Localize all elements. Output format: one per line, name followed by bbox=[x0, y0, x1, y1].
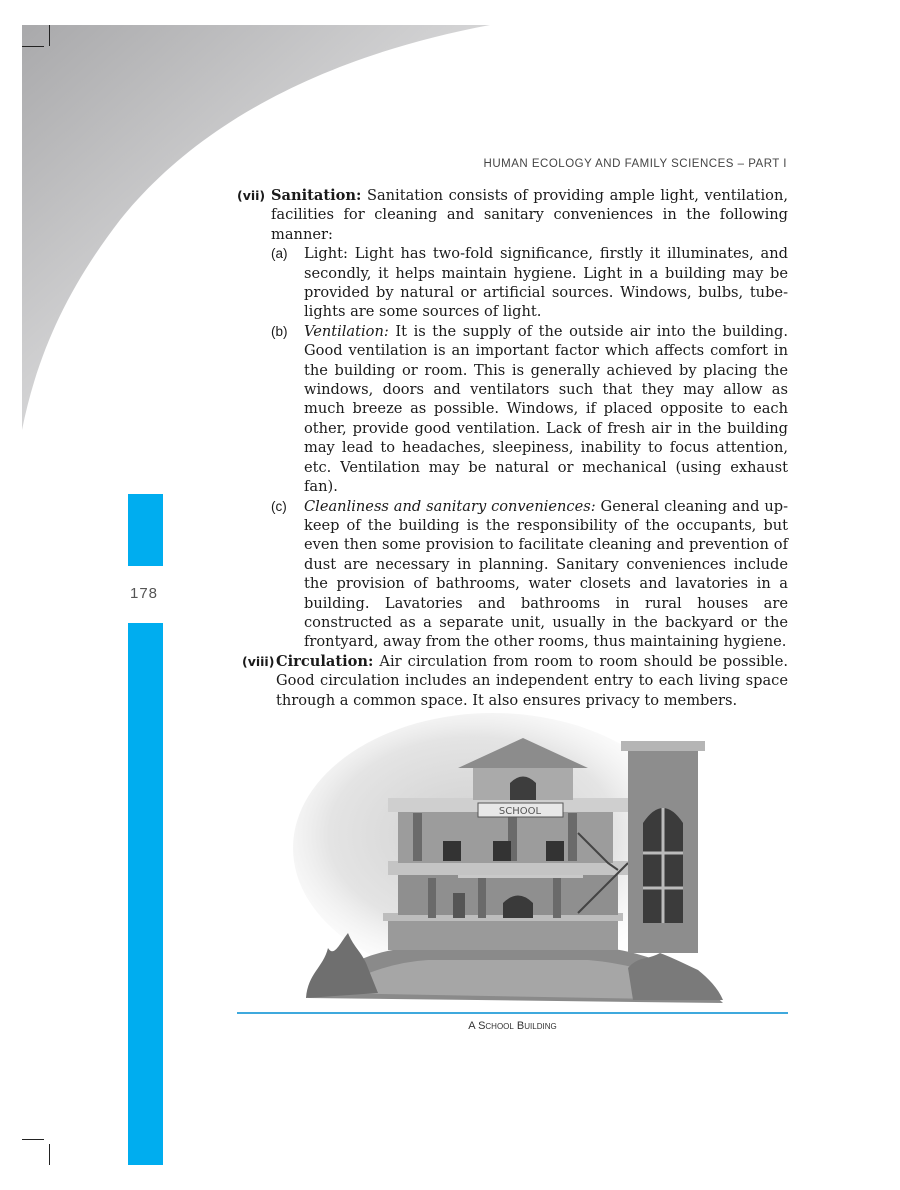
page-number: 178 bbox=[130, 585, 159, 602]
item-body bbox=[276, 652, 788, 710]
subitem-term: Cleanliness and sanitary conveniences: bbox=[304, 497, 596, 515]
item-sanitation bbox=[237, 186, 788, 244]
item-term: Circulation: bbox=[276, 652, 374, 670]
item-number: (vii) bbox=[237, 188, 266, 203]
sidebar-accent-top bbox=[128, 494, 163, 566]
caption-rule bbox=[237, 1012, 788, 1014]
crop-mark-top bbox=[22, 46, 44, 47]
item-circulation bbox=[237, 652, 788, 710]
crop-mark-top-vertical bbox=[49, 25, 50, 46]
item-intro: Sanitation consists of providing ample light, ventilation, facilities for cleaning and sanitary conveniences in the following manner: bbox=[271, 187, 789, 243]
running-header: HUMAN ECOLOGY AND FAMILY SCIENCES – PART I bbox=[483, 158, 787, 170]
subitem-light bbox=[271, 244, 788, 322]
subitem-label: (a) bbox=[271, 246, 288, 262]
school-sign: SCHOOL bbox=[498, 806, 542, 817]
item-intro: Air circulation from room to room should be possible. Good circulation includes an independent entry to each living space through a common space. It also ensures privacy to members. bbox=[276, 652, 788, 709]
school-building-illustration bbox=[288, 708, 738, 1008]
subitem-label: (b) bbox=[271, 323, 288, 339]
item-body bbox=[271, 186, 788, 244]
figure-caption: A School Building bbox=[468, 1020, 557, 1032]
subitem-cleanliness bbox=[271, 497, 788, 652]
sidebar-accent-bottom bbox=[128, 623, 163, 1165]
crop-mark-bottom-vertical bbox=[49, 1144, 50, 1165]
item-number: (viii) bbox=[242, 653, 275, 669]
subitem-ventilation bbox=[271, 322, 788, 497]
subitem-text: General cleaning and up-keep of the building is the responsibility of the occupants, but even then some provision to facilitate cleaning and prevention of dust are necessary in planning. Sanitary conveniences include the provision of bathrooms, water closets and lavatories in a building. Lavatories and bathrooms in rural houses are constructed as a separate unit, usually in the backyard or the frontyard, away from the other rooms, thus maintaining hygiene. bbox=[304, 497, 788, 651]
crop-mark-bottom bbox=[22, 1139, 44, 1140]
subitem-text: Light: Light has two-fold significance, firstly it illuminates, and secondly, it helps maintain hygiene. Light in a building may be provided by natural or artificial sources. Windows, bulbs, tube-lights are some sources of light. bbox=[304, 245, 788, 321]
subitem-text: It is the supply of the outside air into the building. Good ventilation is an important factor which affects comfort in the building or room. This is generally achieved by placing the windows, doors and ventilators such that they may allow as much breeze as possible. Windows, if placed opposite to each other, provide good ventilation. Lack of fresh air in the building may lead to headaches, sleepiness, inability to focus attention, etc. Ventilation may be natural or mechanical (using exhaust fan). bbox=[304, 322, 788, 496]
subitem-term: Ventilation: bbox=[304, 322, 389, 340]
item-term: Sanitation: bbox=[271, 187, 362, 204]
subitem-label: (c) bbox=[271, 498, 287, 514]
main-content bbox=[237, 186, 788, 710]
